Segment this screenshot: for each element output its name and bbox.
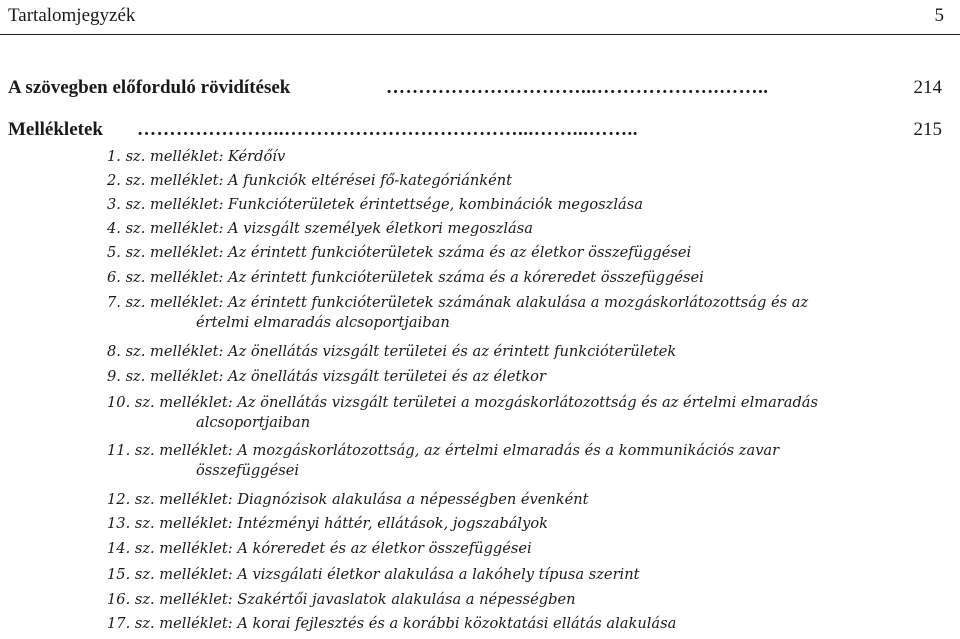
appendix-label: 13. sz. melléklet: Intézményi háttér, ellátások, jogszabályok bbox=[107, 515, 548, 532]
header-page-number: 5 bbox=[934, 5, 944, 26]
appendix-entry[interactable] bbox=[107, 490, 589, 510]
appendix-label-continuation: értelmi elmaradás alcsoportjaiban bbox=[196, 314, 450, 331]
appendix-entry[interactable] bbox=[107, 219, 533, 239]
appendix-label-continuation: összefüggései bbox=[196, 462, 300, 479]
appendix-label: 17. sz. melléklet: A korai fejlesztés és a korábbi közoktatási ellátás alakulása bbox=[107, 615, 677, 632]
appendix-label: 14. sz. melléklet: A kóreredet és az életkor összefüggései bbox=[107, 540, 532, 557]
appendix-entry[interactable] bbox=[107, 590, 575, 610]
header-title: Tartalomjegyzék bbox=[8, 5, 136, 26]
appendix-label: 2. sz. melléklet: A funkciók eltérései fő-kategóriánként bbox=[107, 172, 512, 189]
appendix-label: 11. sz. melléklet: A mozgáskorlátozottság, az értelmi elmaradás és a kommunikációs zavar bbox=[107, 442, 780, 459]
appendix-label: 1. sz. melléklet: Kérdőív bbox=[107, 148, 286, 165]
appendix-entry[interactable] bbox=[107, 614, 676, 634]
appendix-entry[interactable] bbox=[107, 367, 546, 387]
running-header bbox=[0, 0, 960, 35]
appendix-label: 16. sz. melléklet: Szakértői javaslatok alakulása a népességben bbox=[107, 591, 576, 608]
appendix-label: 7. sz. melléklet: Az érintett funkcióterületek számának alakulása a mozgáskorlátozottság és az bbox=[107, 294, 809, 311]
toc-entry-abbreviations[interactable] bbox=[8, 77, 956, 99]
appendix-entry[interactable] bbox=[107, 441, 779, 481]
appendix-label: 5. sz. melléklet: Az érintett funkcióterületek száma és az életkor összefüggései bbox=[107, 244, 692, 261]
toc-entry-appendices[interactable] bbox=[8, 119, 956, 141]
appendix-label: 15. sz. melléklet: A vizsgálati életkor alakulása a lakóhely típusa szerint bbox=[107, 566, 640, 583]
toc-entry-title: Mellékletek bbox=[8, 119, 103, 140]
appendix-entry[interactable] bbox=[107, 147, 285, 167]
appendix-label: 6. sz. melléklet: Az érintett funkcióterületek száma és a kóreredet összefüggései bbox=[107, 269, 704, 286]
appendix-entry[interactable] bbox=[107, 539, 532, 559]
appendix-entry[interactable] bbox=[107, 195, 643, 215]
appendix-entry[interactable] bbox=[107, 171, 512, 191]
appendix-label: 9. sz. melléklet: Az önellátás vizsgált területei és az életkor bbox=[107, 368, 546, 385]
appendix-entry[interactable] bbox=[107, 393, 818, 433]
appendix-entry[interactable] bbox=[107, 243, 691, 263]
appendix-label: 8. sz. melléklet: Az önellátás vizsgált területei és az érintett funkcióterületek bbox=[107, 343, 677, 360]
toc-entry-title: A szövegben előforduló rövidítések bbox=[8, 77, 291, 98]
appendix-label: 4. sz. melléklet: A vizsgált személyek életkori megoszlása bbox=[107, 220, 533, 237]
appendix-label: 3. sz. melléklet: Funkcióterületek érintettsége, kombinációk megoszlása bbox=[107, 196, 643, 213]
appendix-label-continuation: alcsoportjaiban bbox=[196, 414, 311, 431]
appendix-entry[interactable] bbox=[107, 565, 639, 585]
toc-page-number: 215 bbox=[913, 119, 942, 140]
appendix-entry[interactable] bbox=[107, 342, 676, 362]
toc-leader-dots: …………………………...……………….…….. bbox=[386, 77, 769, 98]
appendix-label: 10. sz. melléklet: Az önellátás vizsgált területei a mozgáskorlátozottság és az értelmi elmaradás bbox=[107, 394, 818, 411]
appendix-entry[interactable] bbox=[107, 268, 704, 288]
appendix-label: 12. sz. melléklet: Diagnózisok alakulása a népességben évenként bbox=[107, 491, 589, 508]
appendix-entry[interactable] bbox=[107, 514, 548, 534]
appendix-entry[interactable] bbox=[107, 293, 808, 333]
toc-leader-dots: …………………..………………………………...……...…….. bbox=[137, 119, 638, 140]
toc-page-number: 214 bbox=[913, 77, 942, 98]
